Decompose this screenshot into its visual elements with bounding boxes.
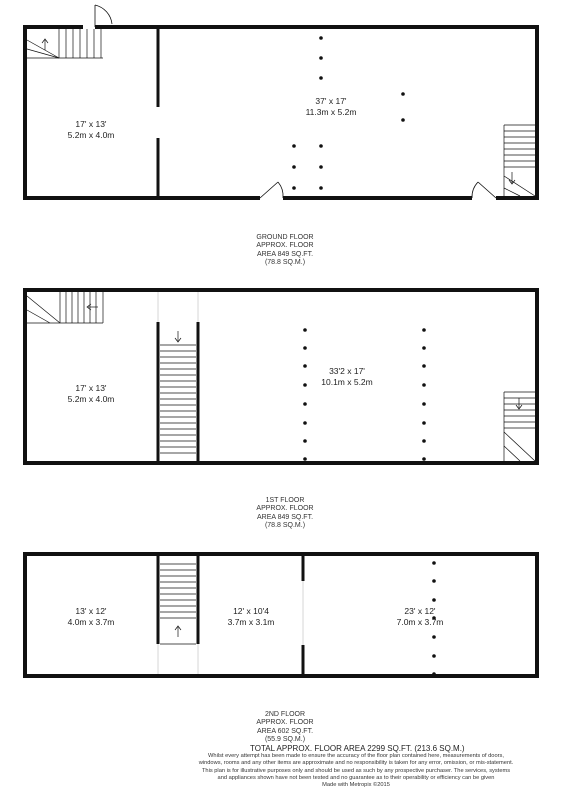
room-dimensions-metric: 5.2m x 4.0m — [67, 130, 115, 140]
staircase-icon — [504, 125, 535, 196]
floor-area-sqm: (78.8 SQ.M.) — [264, 521, 306, 529]
floor-area-label: APPROX. FLOOR — [256, 505, 314, 513]
disclaimer-text: Whilst every attempt has been made to ensure the accuracy of the floor plan contained here, measurements of doors, windows, rooms and any other items are approximate and no responsibility is taken for any error, omission, or mis-statement. This plan is for illustrative purposes only and should be used as such by any prospective purchaser. The services, systems and appliances shown have not been tested and no guarantee as to their operability or efficiency can be given — [198, 753, 514, 781]
room-dimensions-metric: 11.3m x 5.2m — [305, 107, 357, 117]
staircase-icon — [27, 292, 103, 323]
room-dimensions-metric: 10.1m x 5.2m — [321, 377, 373, 387]
room-dimensions-metric: 4.0m x 3.7m — [67, 617, 115, 627]
staircase-icon — [160, 564, 196, 644]
room-dimensions-metric: 3.7m x 3.1m — [227, 617, 275, 627]
floor-name: 2ND FLOOR — [264, 711, 306, 718]
room-dimensions-imperial: 33'2 x 17' — [329, 366, 365, 376]
room-dimensions-imperial: 37' x 17' — [315, 96, 347, 106]
floor-area-sqft: AREA 602 SQ.FT. — [256, 727, 314, 735]
floor-name: 1ST FLOOR — [265, 497, 305, 504]
room-dimensions-imperial: 13' x 12' — [75, 606, 107, 616]
beam-markers — [292, 36, 436, 676]
credit-text: Made with Metropix ©2015 — [322, 782, 390, 789]
floor-area-label: APPROX. FLOOR — [256, 719, 314, 727]
room-dimensions-imperial: 17' x 13' — [75, 383, 107, 393]
room-dimensions-imperial: 12' x 10'4 — [233, 606, 269, 616]
first-floor-plan — [25, 290, 537, 463]
door-icon — [95, 5, 112, 27]
floor-area-label: APPROX. FLOOR — [256, 242, 314, 250]
rear-door-icon — [472, 182, 496, 198]
floor-area-sqft: AREA 849 SQ.FT. — [256, 513, 314, 521]
room-dimensions-imperial: 23' x 12' — [404, 606, 436, 616]
room-dimensions-metric: 7.0m x 3.7m — [396, 617, 444, 627]
staircase-icon — [160, 331, 196, 453]
floor-caption-ground — [230, 234, 340, 267]
staircase-icon — [504, 392, 535, 461]
room-dimensions-metric: 5.2m x 4.0m — [67, 394, 115, 404]
disclaimer-block — [198, 753, 514, 789]
floor-area-sqft: AREA 849 SQ.FT. — [256, 250, 314, 258]
floor-area-sqm: (78.8 SQ.M.) — [264, 258, 306, 266]
staircase-icon — [27, 27, 103, 58]
total-floor-area: TOTAL APPROX. FLOOR AREA 2299 SQ.FT. (213.6 SQ.M.) — [250, 744, 465, 753]
room-dimensions-imperial: 17' x 13' — [75, 119, 107, 129]
entrance-door-icon — [260, 182, 283, 198]
floor-caption-second — [230, 711, 340, 744]
floor-caption-first — [230, 497, 340, 530]
ground-floor-plan — [25, 5, 537, 198]
floor-name: GROUND FLOOR — [256, 234, 314, 241]
floor-area-sqm: (55.9 SQ.M.) — [264, 735, 306, 743]
